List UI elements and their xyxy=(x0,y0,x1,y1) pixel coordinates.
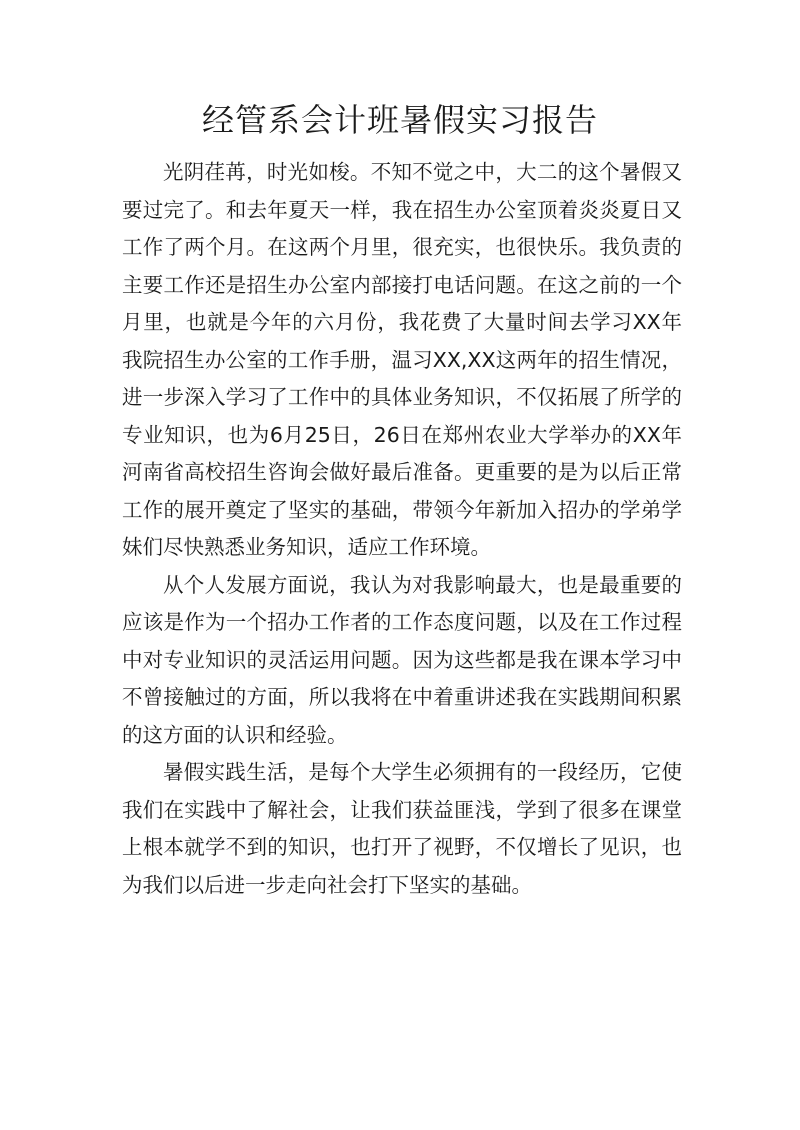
paragraph-2: 从个人发展方面说，我认为对我影响最大，也是最重要的应该是作为一个招办工作者的工作态度问题，以及在工作过程中对专业知识的灵活运用问题。因为这些都是我在课本学习中不曾接触过的方面，所以我将在中着重讲述我在实践期间积累的这方面的认识和经验。 xyxy=(122,572,682,747)
document-title: 经管系会计班暑假实习报告 xyxy=(201,101,598,139)
paragraph-3: 暑假实践生活，是每个大学生必须拥有的一段经历，它使我们在实践中了解社会，让我们获益匪浅，学到了很多在课堂上根本就学不到的知识，也打开了视野，不仅增长了见识，也为我们以后进一步走向社会打下坚实的基础。 xyxy=(122,760,682,897)
paragraph-1: 光阴荏苒，时光如梭。不知不觉之中，大二的这个暑假又要过完了。和去年夏天一样，我在招生办公室顶着炎炎夏日又工作了两个月。在这两个月里，很充实，也很快乐。我负责的主要工作还是招生办公室内部接打电话问题。在这之前的一个月里，也就是今年的六月份，我花费了大量时间去学习XX年我院招生办公室的工作手册，温习XX,XX这两年的招生情况，进一步深入学习了工作中的具体业务知识，不仅拓展了所学的专业知识，也为6月25日，26日在郑州农业大学举办的XX年河南省高校招生咨询会做好最后准备。更重要的是为以后正常工作的展开奠定了坚实的基础，带领今年新加入招办的学弟学妹们尽快熟悉业务知识，适应工作环境。 xyxy=(122,160,682,559)
document-body xyxy=(122,154,682,904)
